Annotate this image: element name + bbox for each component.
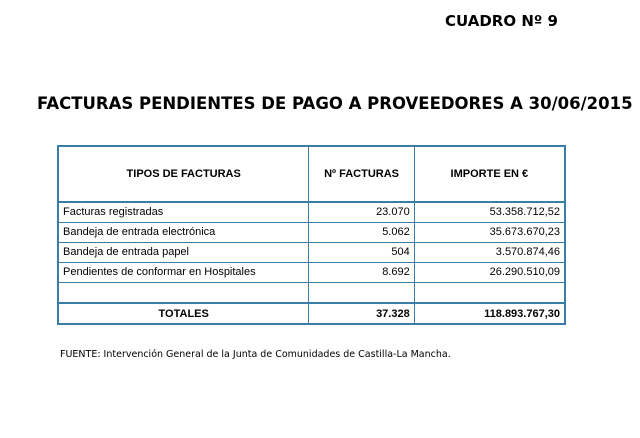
totals-row (58, 303, 565, 324)
column-header-num-facturas: Nº FACTURAS (309, 146, 414, 202)
page-title: FACTURAS PENDIENTES DE PAGO A PROVEEDORES A 30/06/2015 (37, 94, 633, 113)
cell-num: 23.070 (309, 202, 414, 223)
cell-tipo: Facturas registradas (58, 202, 309, 223)
table-header-row (58, 146, 565, 202)
table-row (58, 263, 565, 283)
cell-importe: 53.358.712,52 (414, 202, 565, 223)
totals-num: 37.328 (309, 303, 414, 324)
cell-num: 504 (309, 243, 414, 263)
cell-tipo: Bandeja de entrada papel (58, 243, 309, 263)
source-note: FUENTE: Intervención General de la Junta de Comunidades de Castilla-La Mancha. (60, 349, 451, 360)
totals-importe: 118.893.767,30 (414, 303, 565, 324)
invoices-table (57, 145, 566, 325)
cell-tipo: Pendientes de conformar en Hospitales (58, 263, 309, 283)
cell-importe: 26.290.510,09 (414, 263, 565, 283)
cell-importe (414, 283, 565, 304)
cell-tipo: Bandeja de entrada electrónica (58, 223, 309, 243)
column-header-importe: IMPORTE EN € (414, 146, 565, 202)
table-row (58, 223, 565, 243)
cell-importe: 3.570.874,46 (414, 243, 565, 263)
column-header-tipos: TIPOS DE FACTURAS (58, 146, 309, 202)
cell-tipo (58, 283, 309, 304)
cell-num: 8.692 (309, 263, 414, 283)
cuadro-label: CUADRO Nº 9 (445, 12, 558, 30)
table-row (58, 202, 565, 223)
table-row-empty (58, 283, 565, 304)
cell-num: 5.062 (309, 223, 414, 243)
cell-num (309, 283, 414, 304)
totals-label: TOTALES (58, 303, 309, 324)
cell-importe: 35.673.670,23 (414, 223, 565, 243)
table-row (58, 243, 565, 263)
